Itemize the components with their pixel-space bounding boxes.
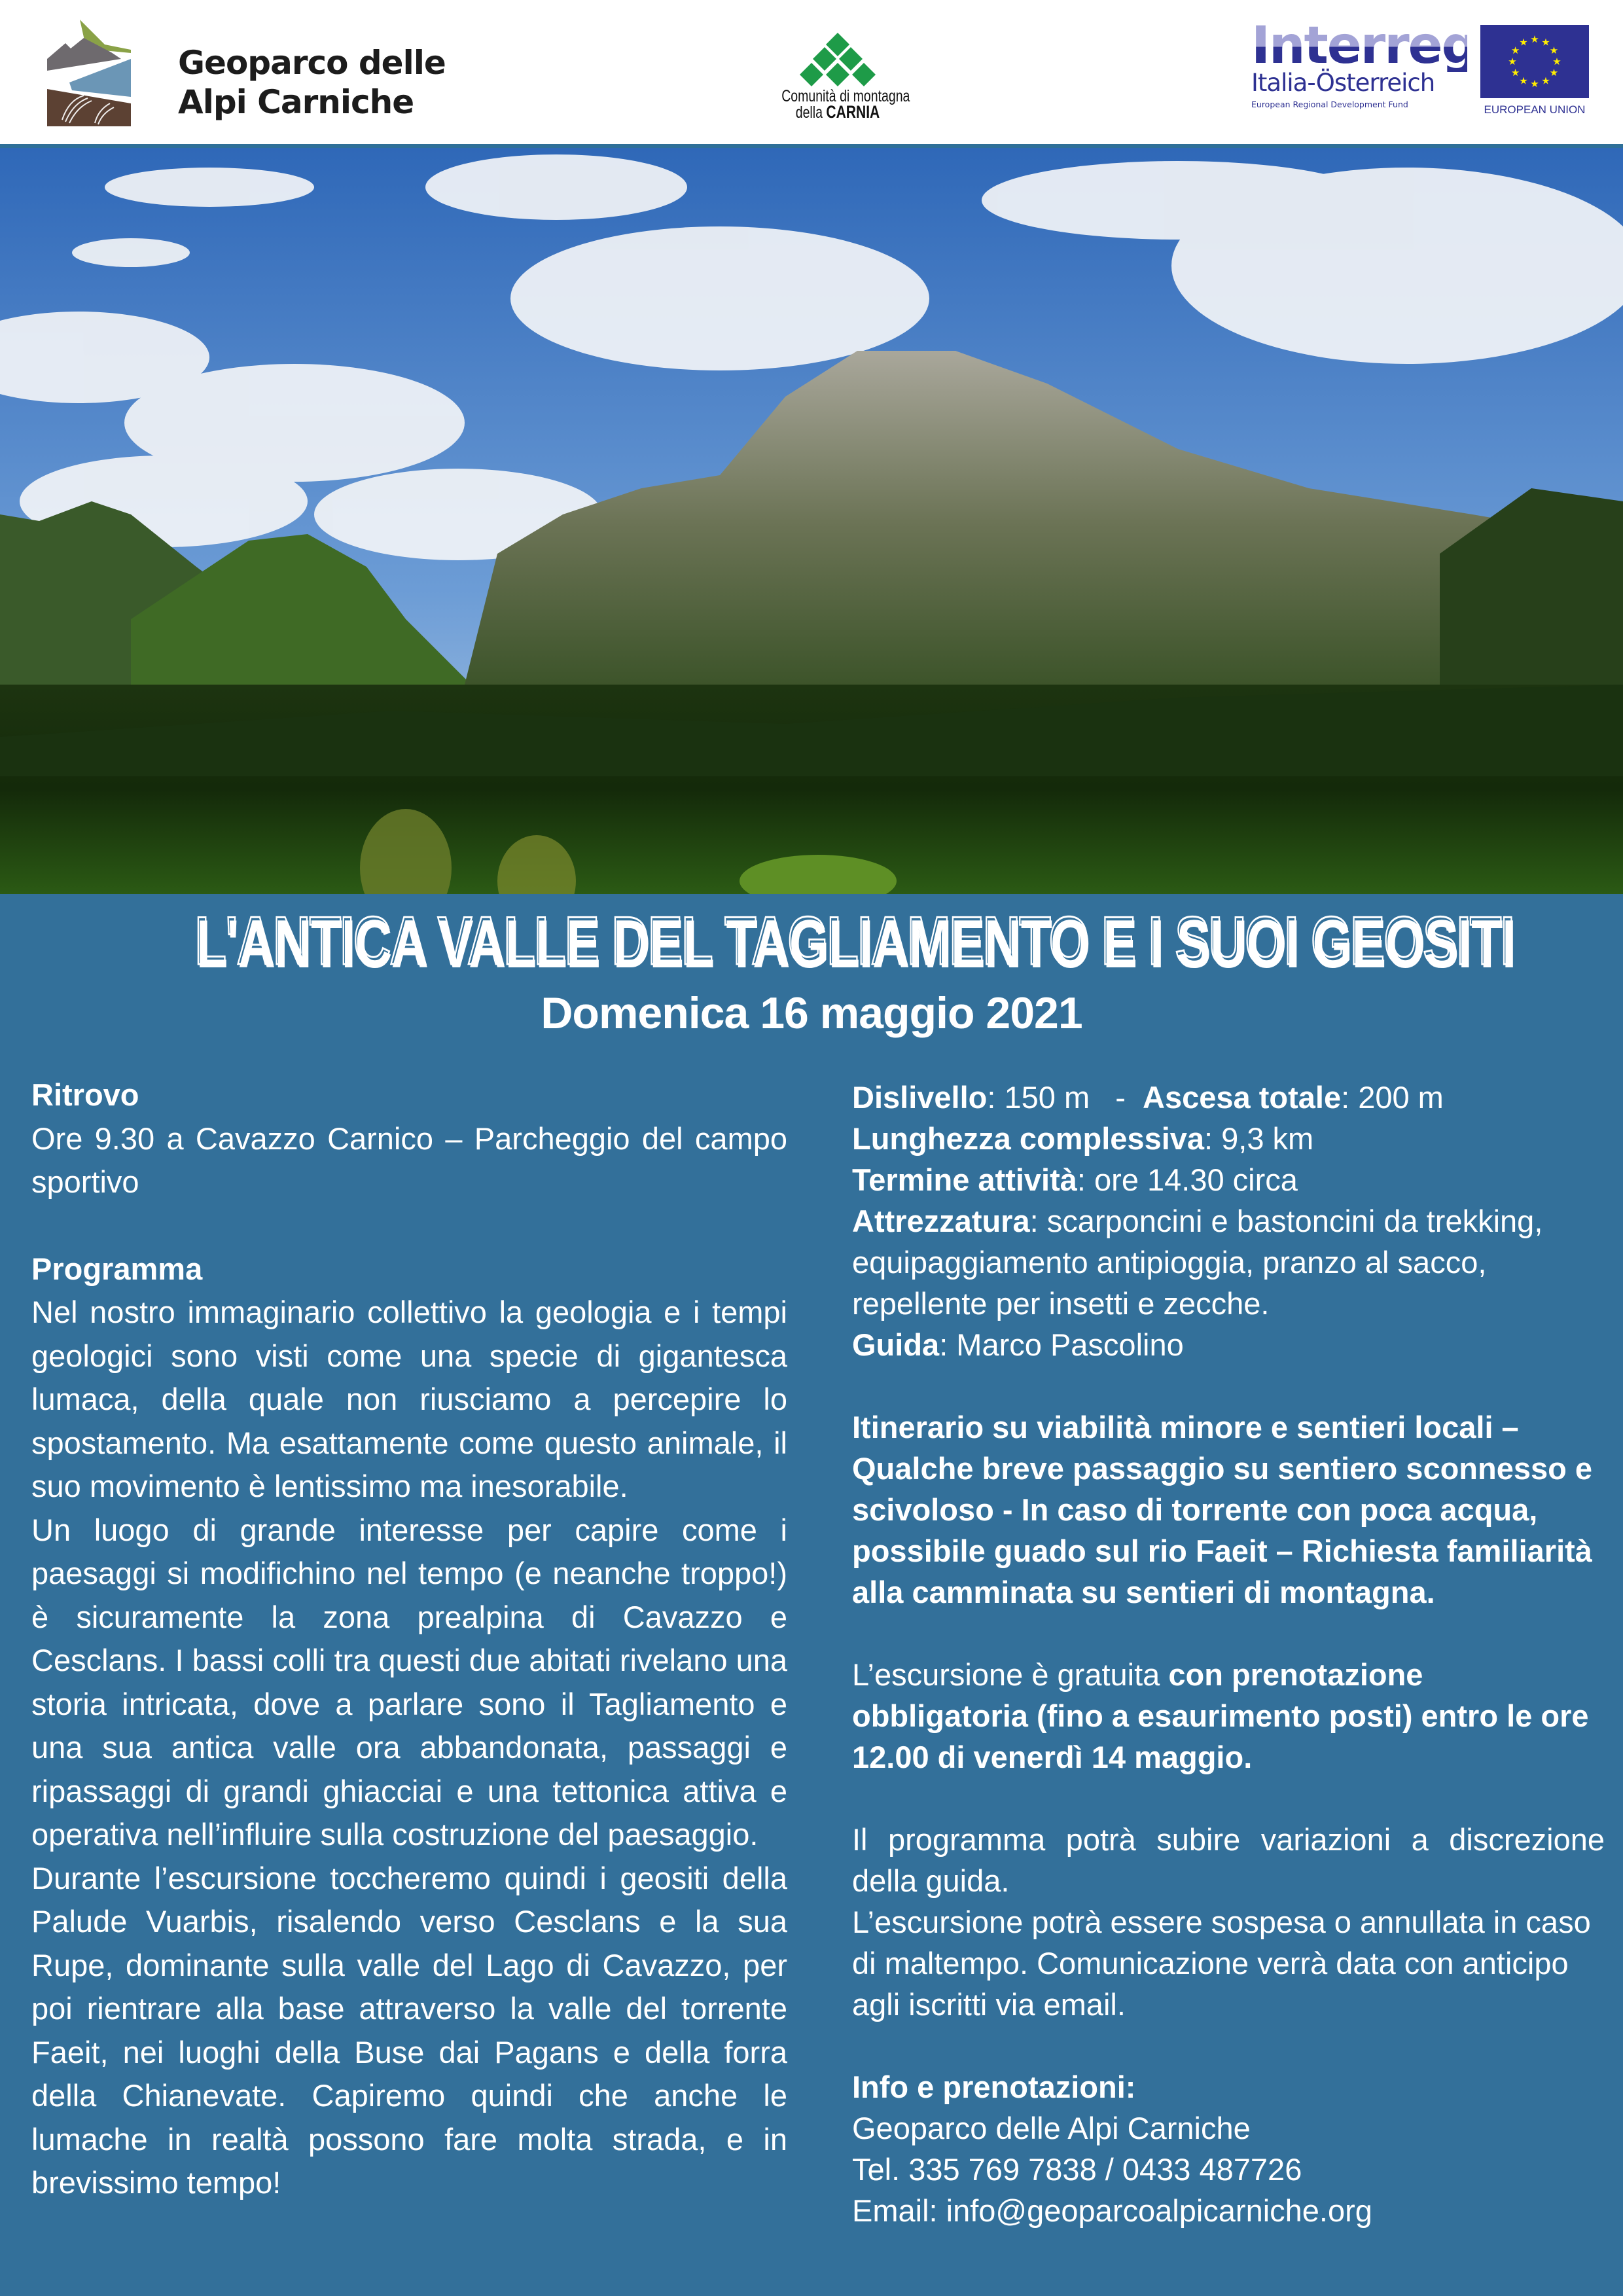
eu-star-icon: ★: [1549, 45, 1559, 56]
termine-row: [852, 1159, 1605, 1200]
eu-star-icon: ★: [1510, 45, 1520, 56]
geoparco-logo-line1: Geoparco delle: [178, 44, 446, 82]
lunghezza-label: Lunghezza complessiva: [852, 1121, 1205, 1156]
eu-star-icon: ★: [1530, 79, 1539, 90]
info-heading: Info e prenotazioni:: [852, 2070, 1136, 2104]
termine-label: Termine attività: [852, 1162, 1077, 1197]
eu-label: EUROPEAN UNION: [1484, 103, 1586, 116]
interreg-logo: [1251, 16, 1477, 124]
comunita-logo-line1: Comunità di montagna: [781, 87, 910, 105]
programma-paragraph: Un luogo di grande interesse per capire come i paesaggi si modifichino nel tempo (e neanche troppo!) è sicuramente la zona prealpina di Cavazzo e Cesclans. I bassi colli tra questi due abitati rivelano una storia intricata, dove a parlare sono il Tagliamento e una sua antica valle ora abbandonata, passaggi e ripassaggi di grandi ghiacciai e una tettonica attiva e operativa nell’influire sulla costruzione del paesaggio.: [31, 1512, 787, 1852]
eu-logo: [1479, 25, 1590, 117]
header-bar: [0, 0, 1623, 144]
left-column: [31, 1073, 787, 2205]
mountain-landscape-photo: [0, 148, 1623, 894]
info-org: Geoparco delle Alpi Carniche: [852, 2111, 1251, 2145]
dislivello-label: Dislivello: [852, 1080, 988, 1115]
comunita-logo-carnia: CARNIA: [826, 102, 880, 122]
eu-star-icon: ★: [1541, 75, 1550, 87]
eu-star-icon: ★: [1508, 56, 1517, 67]
tree-pyramid-icon: [798, 33, 877, 88]
ascesa-value: : 200 m: [1341, 1080, 1444, 1115]
eu-star-icon: ★: [1549, 67, 1559, 79]
info-tel: Tel. 335 769 7838 / 0433 487726: [852, 2152, 1302, 2187]
weather-text: L’escursione potrà essere sospesa o annullata in caso di maltempo. Comunicazione verrà data con anticipo agli iscritti via email.: [852, 1905, 1591, 2022]
booking-prefix: L’escursione è gratuita: [852, 1657, 1169, 1692]
eu-star-icon: ★: [1519, 75, 1528, 87]
programma-paragraph: Nel nostro immaginario collettivo la geologia e i tempi geologici sono visti come una specie di gigantesca lumaca, della quale non riusciamo a percepire lo spostamento. Ma esattamente come questo animale, il suo movimento è lentissimo ma inesorabile.: [31, 1295, 787, 1503]
right-column: [852, 1077, 1605, 2231]
attrezzatura-label: Attrezzatura: [852, 1204, 1030, 1238]
eu-star-icon: ★: [1510, 67, 1520, 79]
itinerario-text: Itinerario su viabilità minore e sentieri locali – Qualche breve passaggio su sentiero sconnesso e scivoloso - In caso di torrente con poca acqua, possibile guado sul rio Faeit – Richiesta familiarità alla camminata su sentieri di montagna.: [852, 1410, 1593, 1609]
ritrovo-text: Ore 9.30 a Cavazzo Carnico – Parcheggio del campo sportivo: [31, 1121, 787, 1199]
event-title: L'ANTICA VALLE DEL TAGLIAMENTO E I SUOI GEOSITI: [194, 903, 1514, 979]
programma-paragraph: Durante l’escursione toccheremo quindi i geositi della Palude Vuarbis, risalendo verso Cesclans e la sua Rupe, dominante sulla valle del Lago di Cavazzo, per poi rientrare alla base attraverso la valle del torrente Faeit, nei luoghi della Buse dai Pagans e della forra della Chianevate. Capiremo quindi che anche le lumache in realtà possono fare molta strada, e in brevissimo tempo!: [31, 1860, 787, 2200]
lunghezza-row: [852, 1118, 1605, 1159]
comunita-logo-prefix: della: [795, 103, 823, 122]
lunghezza-value: : 9,3 km: [1204, 1121, 1314, 1156]
geoparco-logo-text: [178, 43, 446, 122]
geoparco-logo-icon: [33, 12, 164, 126]
eu-star-icon: ★: [1552, 56, 1561, 67]
interreg-program: Italia-Österreich: [1251, 69, 1435, 97]
guida-row: [852, 1324, 1605, 1365]
info-email[interactable]: Email: info@geoparcoalpicarniche.org: [852, 2193, 1372, 2228]
comunita-montagna-logo: [766, 33, 910, 131]
dislivello-value: : 150 m -: [987, 1080, 1143, 1115]
guida-label: Guida: [852, 1327, 940, 1362]
guida-value: : Marco Pascolino: [939, 1327, 1184, 1362]
event-date: Domenica 16 maggio 2021: [541, 988, 1082, 1038]
geoparco-logo-line2: Alpi Carniche: [178, 83, 414, 121]
attrezzatura-row: [852, 1200, 1605, 1324]
attrezzatura-value: : scarponcini e bastoncini da trekking, equipaggiamento antipioggia, pranzo al sacco, repellente per insetti e zecche.: [852, 1204, 1543, 1321]
ritrovo-heading: Ritrovo: [31, 1077, 139, 1112]
interreg-wordmark: Interreg: [1251, 16, 1477, 75]
eu-star-icon: ★: [1541, 37, 1550, 48]
ascesa-label: Ascesa totale: [1143, 1080, 1342, 1115]
interreg-fund: European Regional Development Fund: [1251, 99, 1408, 109]
eu-star-icon: ★: [1530, 34, 1539, 45]
eu-flag-icon: [1480, 25, 1589, 98]
termine-value: : ore 14.30 circa: [1077, 1162, 1298, 1197]
booking-text: [852, 1654, 1605, 1778]
programma-heading: Programma: [31, 1251, 203, 1286]
booking-deadline: con prenotazione obbligatoria (fino a esaurimento posti) entro le ore 12.00 di venerdì 14 maggio.: [852, 1657, 1589, 1774]
dislivello-row: [852, 1077, 1605, 1118]
variations-text: Il programma potrà subire variazioni a discrezione della guida.: [852, 1822, 1605, 1898]
eu-star-icon: ★: [1519, 37, 1528, 48]
comunita-logo-text: [781, 87, 910, 122]
